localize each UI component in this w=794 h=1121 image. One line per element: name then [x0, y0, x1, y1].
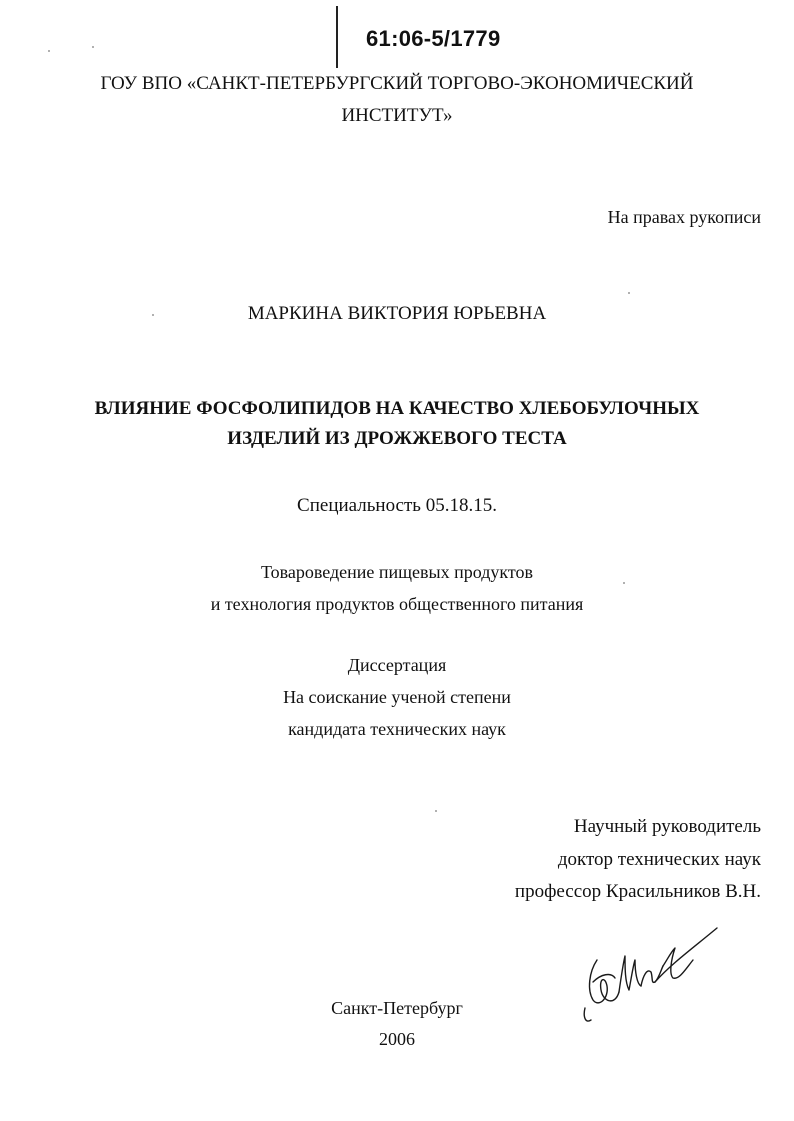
author-name: МАРКИНА ВИКТОРИЯ ЮРЬЕВНА: [247, 303, 547, 324]
scan-speck: [92, 46, 94, 48]
field-line-2: и технология продуктов общественного питания: [210, 594, 584, 614]
archive-stamp: 61:06-5/1779: [366, 26, 501, 51]
title-line-2: ИЗДЕЛИЙ ИЗ ДРОЖЖЕВОГО ТЕСТА: [227, 428, 567, 449]
title-line-1: ВЛИЯНИЕ ФОСФОЛИПИДОВ НА КАЧЕСТВО ХЛЕБОБУЛОЧНЫХ: [94, 398, 700, 419]
field-line-1: Товароведение пищевых продуктов: [260, 562, 534, 582]
degree-line-3: кандидата технических наук: [288, 719, 506, 739]
city: Санкт-Петербург: [331, 998, 463, 1018]
scan-speck: [48, 50, 50, 52]
supervisor-line-1: Научный руководитель: [573, 816, 761, 837]
year: 2006: [379, 1029, 415, 1049]
scan-speck: [152, 314, 154, 316]
scan-speck: [623, 582, 625, 584]
supervisor-line-2: доктор технических наук: [557, 849, 761, 870]
institution-line-2: ИНСТИТУТ»: [341, 105, 453, 126]
scan-speck: [628, 292, 630, 294]
scan-speck: [435, 810, 437, 812]
specialty: Специальность 05.18.15.: [297, 495, 497, 516]
degree-line-2: На соискание ученой степени: [283, 687, 511, 707]
manuscript-note: На правах рукописи: [607, 207, 761, 227]
institution-line-1: ГОУ ВПО «САНКТ-ПЕТЕРБУРГСКИЙ ТОРГОВО-ЭКОНОМИЧЕСКИЙ: [100, 73, 694, 94]
degree-line-1: Диссертация: [347, 655, 447, 675]
stamp-divider: [336, 6, 338, 68]
supervisor-line-3: профессор Красильников В.Н.: [514, 881, 761, 902]
